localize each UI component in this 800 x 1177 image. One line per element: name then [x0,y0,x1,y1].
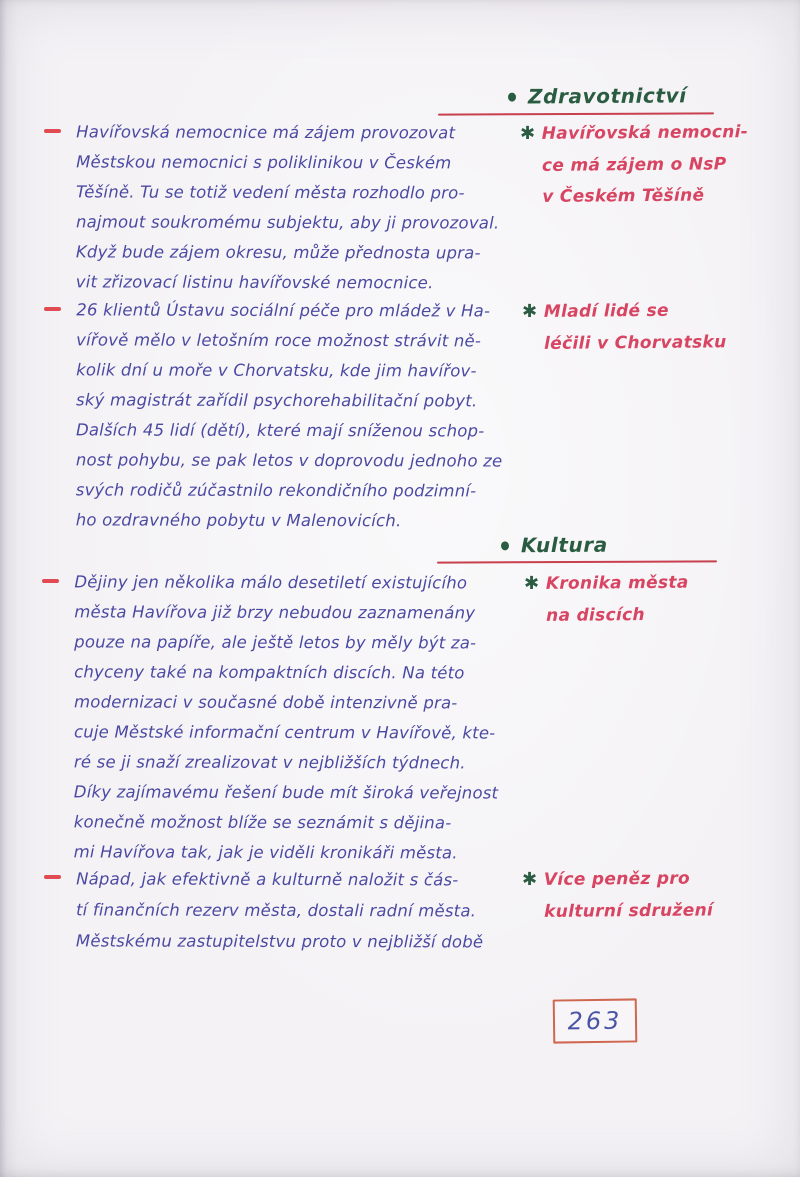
asterisk-marker-icon: ✱ [522,869,538,890]
dash-marker-icon [44,875,61,879]
dash-marker-icon [42,579,59,583]
section-heading-label: Kultura [520,532,608,558]
section-heading-zdravotnictvi [508,83,687,108]
paragraph-text: Dějiny jen několika málo desetiletí existujícího města Havířova již brzy nebudou zaznamenány pouze na papíře, ale ještě letos by měly být za- chyceny také na kompaktních discích. Na této modernizaci v současné době intenzivně pra- cuje Městské informační centrum v Havířově, kte- ré se ji snaží zrealizovat v nejbližších týdnech. Díky zajímavému řešení bude mít široká veřejnost konečně možnost blíže se seznámit s dějina- mi Havířova tak, jak je viděli kronikáři města. [73,572,499,863]
heading-underline [438,112,714,115]
asterisk-marker-icon: ✱ [522,301,538,322]
dash-marker-icon [44,307,61,311]
annotation-text: Havířovská nemocni- ce má zájem o NsP v Českém Těšíně [541,122,749,207]
margin-annotation-chronicle [524,568,756,631]
annotation-text: Mladí lidé se léčili v Chorvatsku [543,300,727,354]
paragraph-city-chronicle [42,568,544,868]
heading-underline [437,560,717,563]
section-heading-kultura [501,533,608,558]
bullet-icon [508,92,516,101]
paragraph-text: Nápad, jak efektivně a kulturně naložit s čás- tí finančních rezerv města, dostali radní města. Městskému zastupitelstvu proto v nejbližší době [75,869,484,952]
paragraph-culture-funding [44,864,546,957]
paragraph-text: 26 klientů Ústavu sociální péče pro mládež v Ha- vířově mělo v letošním roce možnost strávit ně- kolik dní u moře v Chorvatsku, kde jim havířov- ský magistrát zařídil psychorehabilitační pobyt. Dalších 45 lidí (dětí), které mají sníženou schop- nost pohybu, se pak letos v doprovodu jednoho ze svých rodičů zúčastnilo rekondičního podzimní- ho ozdravného pobytu v Malenovicích. [75,300,503,531]
margin-annotation-hospital [520,118,752,213]
asterisk-marker-icon: ✱ [524,573,540,594]
dash-marker-icon [44,129,61,133]
margin-annotation-croatia [522,296,754,359]
paragraph-text: Havířovská nemocnice má zájem provozovat Městskou nemocnici s poliklinikou v Českém Těšíně. Tu se totiž vedení města rozhodlo pro- najmout soukromému subjektu, aby ji provozoval. Když bude zájem okresu, může přednosta upra- vit zřizovací listinu havířovské nemocnice. [75,122,500,293]
page-number: 263 [567,1006,623,1036]
asterisk-marker-icon: ✱ [520,123,536,144]
margin-annotation-funding [522,864,754,927]
page-number-stamp [553,998,638,1043]
paragraph-havirov-hospital [44,118,546,298]
paragraph-clients-croatia [44,296,546,536]
annotation-text: Více peněz pro kulturní sdružení [543,868,714,922]
annotation-text: Kronika města na discích [545,572,689,626]
bullet-icon [501,541,509,550]
section-heading-label: Zdravotnictví [527,83,687,109]
